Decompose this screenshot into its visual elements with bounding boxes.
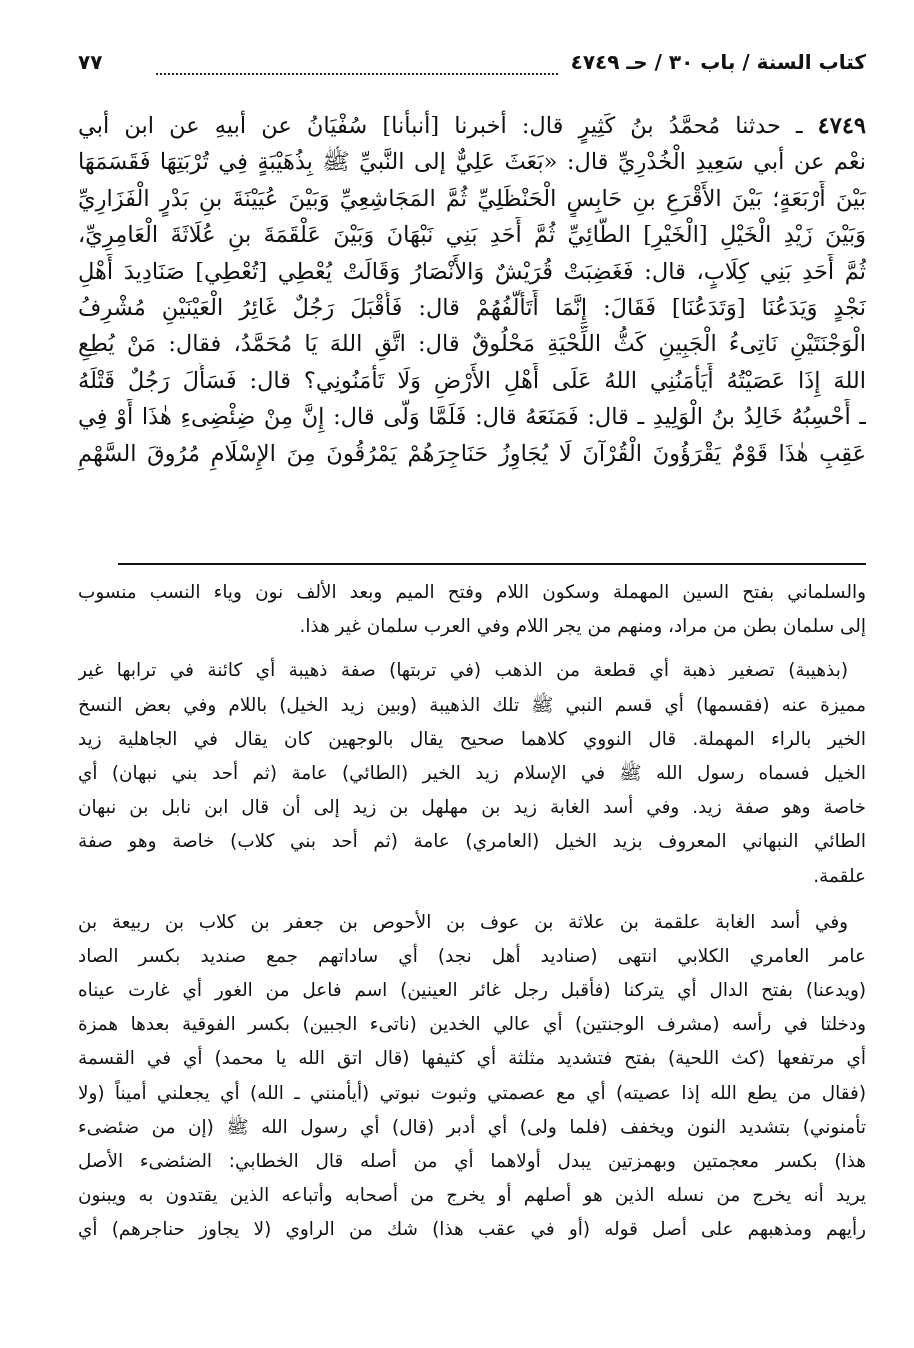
commentary-paragraph bbox=[78, 654, 866, 893]
commentary-line: (ويدعنا) بفتح الدال أي يتركنا (فأقبل رجل غائر العينين) اسم فاعل من الغور أي غارت عيناه bbox=[78, 980, 866, 1002]
commentary-line: إلى سلمان بطن من مراد، ومنهم من يجر اللام وفي العرب سلمان غير هذا. bbox=[299, 616, 866, 638]
commentary-line: وفي أسد الغابة علقمة بن علاثة بن عوف بن الأحوص بن جعفر بن كلاب بن ربيعة بن bbox=[78, 911, 848, 933]
section-divider bbox=[118, 563, 866, 565]
hadith-line: الْوَجْنَتَيْنِ نَاتِىءُ الْجَبِينِ كَثُّ اللِّحْيَةِ مَحْلُوقٌ قال: اتَّقِ اللهَ يَا مُحَمَّدُ، فقال: مَنْ يُطِعِ bbox=[78, 331, 866, 358]
page-header bbox=[78, 46, 866, 86]
hadith-text bbox=[78, 108, 866, 472]
hadith-line bbox=[78, 108, 866, 144]
hadith-line: عَقِبِ هٰذَا قَوْمٌ يَقْرَؤُونَ الْقُرْآنَ لَا يُجَاوِزُ حَنَاجِرَهُمْ يَمْرُقُونَ مِنَ الإِسْلَامِ مُرُوقَ السَّهْمِ bbox=[78, 440, 866, 467]
hadith-line: نعْم عن أبي سَعِيدِ الْخُدْرِيِّ قال: «بَعَثَ عَلِيٌّ إلى النَّبيِّ ﷺ بِذُهَيْبَةٍ فِي تُرْبَتِهَا فَقَسَمَهَا bbox=[78, 149, 866, 176]
commentary-line: ودخلتا في رأسه (مشرف الوجنتين) أي عالي الخدين (ناتىء الجبين) بكسر الفوقية بعدها همزة bbox=[78, 1014, 866, 1036]
commentary-line: (فقال من يطع الله إذا عصيته) أي مع عصمتي وثبوت نبوتي (أيأمنني ـ الله) أي يجعلني أميناً (ولا bbox=[78, 1082, 866, 1104]
hadith-line: وَبَيْنَ زَيْدِ الْخَيْلِ [الْخَيْرِ] الطَّائِيِّ ثُمَّ أَحَدِ بَنِي نَبْهَانَ وَبَيْنَ عَلْقَمَةَ بنِ عُلَاثَةَ الْعَامِرِيِّ، bbox=[78, 222, 866, 249]
commentary-line: عامر العامري الكلابي انتهى (صناديد أهل نجد) أي ساداتهم جمع صنديد بكسر الصاد bbox=[78, 945, 866, 967]
commentary-line: رأيهم ومذهبهم على أصل قوله (أو في عقب هذا) شك من الراوي (لا يجاوز حناجرهم) أي bbox=[78, 1219, 866, 1241]
hadith-number: ٤٧٤٩ bbox=[817, 113, 866, 139]
commentary-line: (بذهيبة) تصغير ذهبة أي قطعة من الذهب (في تربتها) صفة ذهيبة أي كائنة في ترابها غير bbox=[78, 660, 848, 682]
commentary-line: الطائي النبهاني المعروف بزيد الخيل (العامري) عامة (ثم أحد بني كلاب) خاصة وهو صفة bbox=[78, 831, 866, 853]
commentary-line: علقمة. bbox=[813, 865, 866, 887]
page-number: ٧٧ bbox=[78, 50, 103, 74]
hadith-line: نَجْدٍ وَيَدَعُنَا [وَتَدَعُنَا] فَقَالَ: إِنَّمَا أَتَأَلَّفُهُمْ قال: فَأَقْبَلَ رَجُلٌ غَائِرُ الْعَيْنَيْنِ مُشْرِفُ bbox=[78, 294, 866, 321]
commentary-line: يريد أنه يخرج من نسله الذين هو أصلهم أو يخرج من أصحابه وأتباعه الذين يقتدون به ويبنون bbox=[78, 1185, 866, 1207]
commentary-line: أي مرتفعها (كث اللحية) بفتح فتشديد مثلثة أي كثيفها (قال اتق الله يا محمد) أي في القسمة bbox=[78, 1048, 866, 1070]
commentary-line: خاصة وهو صفة زيد. وفي أسد الغابة زيد بن مهلهل بن زيد إلى أن قال ابن نابل بن نبهان bbox=[78, 797, 866, 819]
hadith-line: ثُمَّ أَحَدِ بَنِي كِلَابٍ، قال: فَغَضِبَتْ قُرَيْشٌ وَالأَنْصَارُ وَقَالَتْ يُعْطِي [تُعْطِي] صَنَادِيدَ أَهْلِ bbox=[78, 258, 866, 285]
hadith-line: ـ أَحْسِبُهُ خَالِدُ بنُ الْوَلِيدِ ـ قال: فَمَنَعَهُ قال: فَلَمَّا وَلَّى قال: إِنَّ مِنْ ضِئْضِىءِ هٰذَا أَوْ فِي bbox=[78, 404, 866, 431]
hadith-line-text: ـ حدثنا مُحمَّدُ بنُ كَثِيرٍ قال: أخبرنا [أنبأنا] سُفْيَانُ عن أبيهِ عن ابن أبي bbox=[78, 113, 818, 139]
running-head: كتاب السنة / باب ٣٠ / حـ ٤٧٤٩ bbox=[570, 50, 866, 74]
commentary-line: هذا) بكسر معجمتين وبهمزتين يبدل أولاهما أي من أصله قال الخطابي: الضئضىء الأصل bbox=[78, 1151, 866, 1172]
commentary-line: مميزة عنه (فقسمها) أي قسم النبي ﷺ تلك الذهيبة (وبين زيد الخيل) باللام وفي بعض النسخ bbox=[78, 694, 866, 716]
hadith-line: اللهَ إِذَا عَصَيْتُهُ أَيَأْمَنُنِي اللهُ عَلَى أَهْلِ الأَرْضِ وَلَا تَأْمَنُونِي؟ قال: فَسَأَلَ رَجُلٌ قَتْلَهُ bbox=[78, 367, 866, 394]
commentary-line: الخير بالراء المهملة. قال النووي كلاهما صحيح يقال بالوجهين كان يقال في الجاهلية زيد bbox=[78, 728, 866, 750]
commentary-paragraph bbox=[78, 576, 866, 644]
commentary-line: تأمنوني) بتشديد النون ويخفف (فلما ولى) أي أدبر (قال) أي رسول الله ﷺ (إن من ضئضىء bbox=[78, 1116, 866, 1138]
dotted-leader bbox=[156, 73, 558, 75]
commentary-line: والسلماني بفتح السين المهملة وسكون اللام وفتح الميم وبعد الألف نون وياء النسب منسوب bbox=[78, 582, 866, 603]
commentary bbox=[78, 576, 866, 1248]
commentary-paragraph bbox=[78, 906, 866, 1248]
commentary-line: الخيل فسماه رسول الله ﷺ في الإسلام زيد الخير (الطائي) عامة (ثم أحد بني نبهان) أي bbox=[78, 762, 866, 784]
hadith-line: بَيْنَ أَرْبَعَةٍ؛ بَيْنَ الأَقْرَعِ بنِ حَابِسٍ الْحَنْظَلِيِّ ثُمَّ المَجَاشِعِيِّ وَبَيْنَ عُيَيْنَةَ بنِ بَدْرٍ الْفَزَارِيِّ bbox=[78, 185, 866, 212]
